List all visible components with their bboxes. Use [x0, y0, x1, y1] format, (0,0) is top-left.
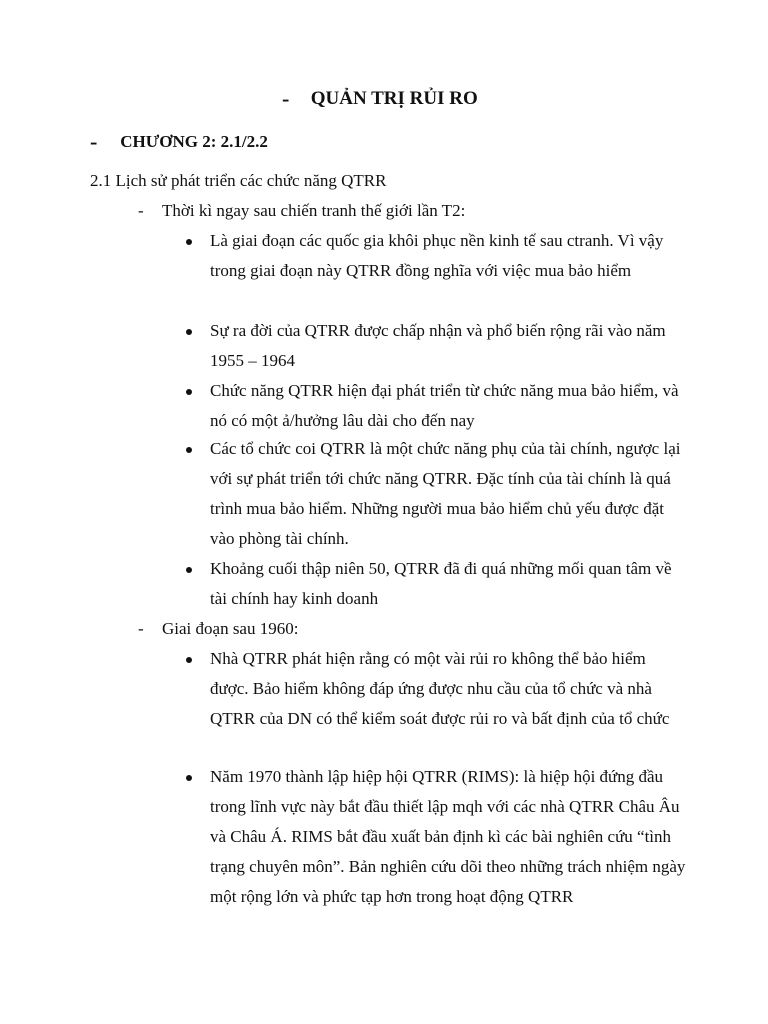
dash-marker: - — [138, 201, 144, 220]
bullet-dot-icon — [186, 239, 192, 245]
bullet-dot-icon — [186, 447, 192, 453]
bullet-dot-icon — [186, 329, 192, 335]
bullet-item — [186, 434, 686, 554]
bullet-text: Nhà QTRR phát hiện rằng có một vài rủi ro không thể bảo hiểm được. Bảo hiểm không đáp ứng được nhu cầu của tổ chức và nhà QTRR của DN có thể kiểm soát được rủi ro và bất định của tổ chức — [210, 649, 670, 728]
bullet-text: Các tổ chức coi QTRR là một chức năng phụ của tài chính, ngược lại với sự phát triển tới chức năng QTRR. Đặc tính của tài chính là quá trình mua bảo hiểm. Những người mua bảo hiểm chủ yếu được đặt vào phòng tài chính. — [210, 439, 681, 548]
chapter-text: CHƯƠNG 2: 2.1/2.2 — [120, 132, 268, 151]
dash-marker: - — [138, 619, 144, 638]
bullet-dot-icon — [186, 657, 192, 663]
bullet-text: Chức năng QTRR hiện đại phát triển từ chức năng mua bảo hiểm, và nó có một ả/hưởng lâu dài cho đến nay — [210, 381, 679, 430]
bullet-text: Sự ra đời của QTRR được chấp nhận và phổ biến rộng rãi vào năm 1955 – 1964 — [210, 321, 666, 370]
bullet-dot-icon — [186, 389, 192, 395]
bullet-item — [186, 644, 686, 734]
title-dash-marker: - — [282, 86, 290, 111]
period-item — [138, 198, 465, 224]
document-title — [282, 84, 478, 114]
chapter-heading — [90, 128, 268, 156]
bullet-item — [186, 554, 686, 614]
period-label: Giai đoạn sau 1960: — [162, 619, 299, 638]
bullet-text: Khoảng cuối thập niên 50, QTRR đã đi quá những mối quan tâm về tài chính hay kinh doanh — [210, 559, 672, 608]
bullet-item — [186, 226, 686, 286]
bullet-text: Năm 1970 thành lập hiệp hội QTRR (RIMS): là hiệp hội đứng đầu trong lĩnh vực này bắt đầu thiết lập mqh với các nhà QTRR Châu Âu và Châu Á. RIMS bắt đầu xuất bản định kì các bài nghiên cứu “tình trạng chuyên môn”. Bản nghiên cứu dõi theo những trách nhiệm ngày một rộng lớn và phức tạp hơn trong hoạt động QTRR — [210, 767, 686, 906]
bullet-item — [186, 762, 686, 912]
bullet-item — [186, 376, 686, 436]
period-item — [138, 616, 298, 642]
bullet-text: Là giai đoạn các quốc gia khôi phục nền kinh tế sau ctranh. Vì vậy trong giai đoạn này QTRR đồng nghĩa với việc mua bảo hiểm — [210, 231, 664, 280]
chapter-dash-marker: - — [90, 129, 98, 154]
period-label: Thời kì ngay sau chiến tranh thế giới lần T2: — [162, 201, 466, 220]
section-heading: 2.1 Lịch sử phát triển các chức năng QTRR — [90, 171, 387, 190]
bullet-dot-icon — [186, 567, 192, 573]
bullet-item — [186, 316, 686, 376]
title-text: QUẢN TRỊ RỦI RO — [310, 88, 478, 109]
bullet-dot-icon — [186, 775, 192, 781]
